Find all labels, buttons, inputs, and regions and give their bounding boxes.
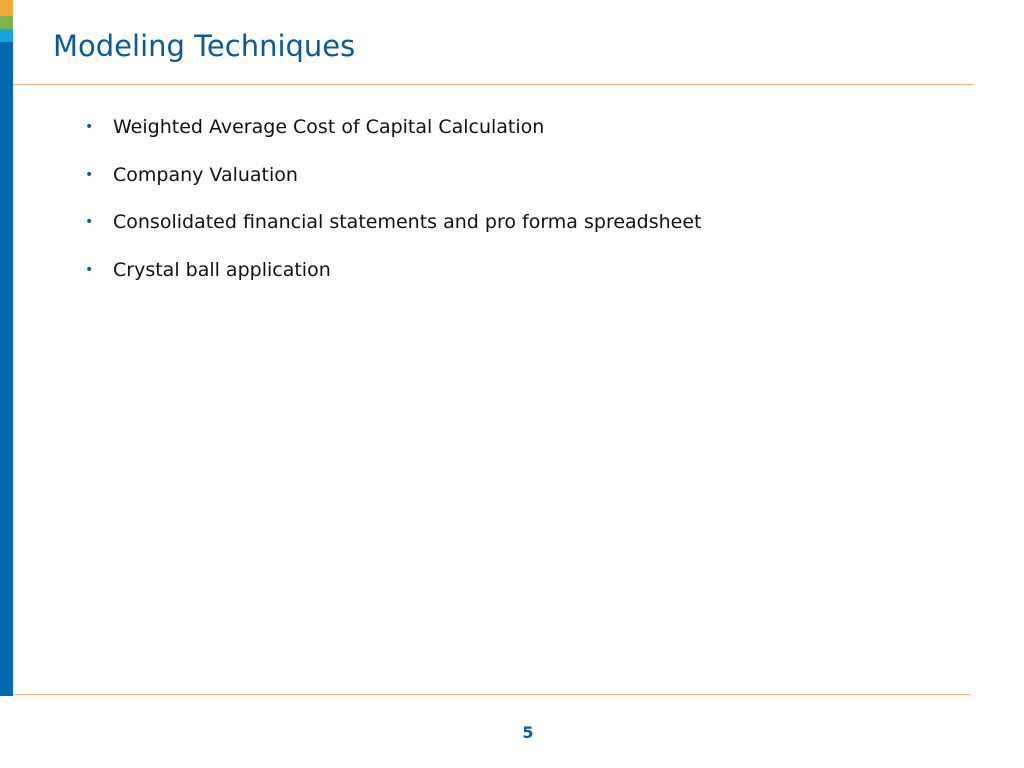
left-accent-bar bbox=[0, 0, 13, 696]
accent-orange-block bbox=[0, 0, 13, 16]
bullet-item bbox=[85, 207, 702, 255]
footer-divider bbox=[13, 694, 970, 695]
page-number: 5 bbox=[522, 723, 534, 742]
bullet-text: Consolidated financial statements and pro forma spreadsheet bbox=[113, 211, 702, 233]
bullet-text: Crystal ball application bbox=[113, 258, 331, 281]
bullet-item bbox=[85, 112, 702, 160]
bullet-list bbox=[85, 112, 702, 302]
bullet-text: Weighted Average Cost of Capital Calculation bbox=[113, 116, 545, 138]
slide-title: Modeling Techniques bbox=[53, 29, 356, 63]
accent-cyan-block bbox=[0, 29, 13, 42]
accent-green-block bbox=[0, 16, 13, 29]
bullet-icon: • bbox=[85, 261, 94, 278]
bullet-text: Company Valuation bbox=[113, 163, 298, 186]
bullet-icon: • bbox=[85, 214, 94, 230]
bullet-icon: • bbox=[85, 119, 94, 135]
bullet-icon: • bbox=[85, 166, 94, 183]
bullet-item bbox=[85, 255, 702, 303]
bullet-item bbox=[85, 160, 702, 208]
title-divider bbox=[13, 84, 973, 85]
